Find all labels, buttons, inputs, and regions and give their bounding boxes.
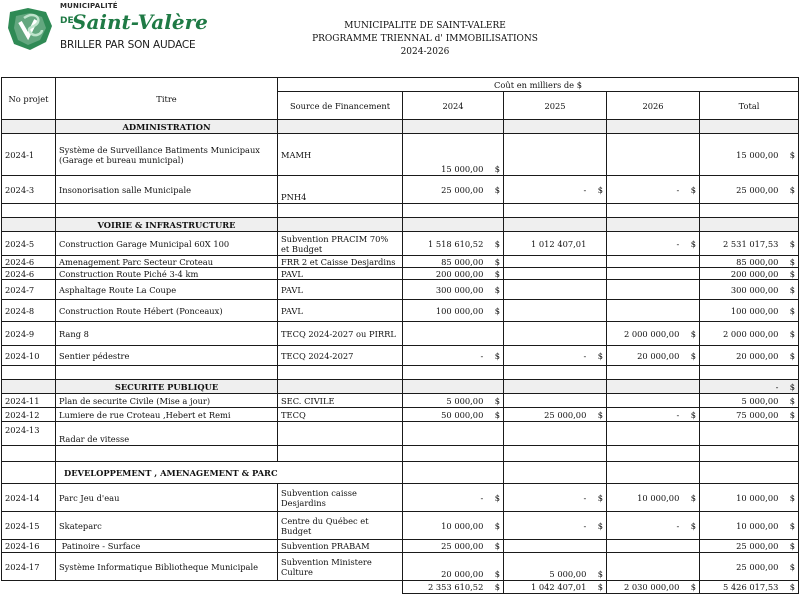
amount-2026: - $ — [607, 232, 700, 256]
col-header-2024: 2024 — [403, 92, 504, 120]
col-header-no: No projet — [2, 78, 56, 120]
project-title: Système de Surveillance Batiments Municipaux (Garage et bureau municipal) — [56, 134, 278, 176]
amount-total: - $ — [700, 380, 799, 394]
amount-total: 2 000 000,00 $ — [700, 322, 799, 346]
amount-2024: 1 518 610,52 $ — [403, 232, 504, 256]
section-voirie: VOIRIE & INFRASTRUCTURE — [56, 218, 278, 232]
project-title: Radar de vitesse — [56, 422, 278, 446]
funding-source: Subvention Ministere Culture — [278, 553, 403, 581]
col-header-2025: 2025 — [504, 92, 607, 120]
table-row — [2, 484, 799, 512]
project-title: Lumiere de rue Croteau ,Hebert et Remi — [56, 408, 278, 422]
funding-source: Subvention PRACIM 70% et Budget — [278, 232, 403, 256]
project-no: 2024-8 — [2, 300, 56, 322]
project-title: Sentier pédestre — [56, 346, 278, 366]
table-row — [2, 408, 799, 422]
project-title: Patinoire - Surface — [56, 540, 278, 553]
project-no: 2024-16 — [2, 540, 56, 553]
amount-2024: 5 000,00 $ — [403, 394, 504, 408]
section-developpement: DEVELOPPEMENT , AMENAGEMENT & PARC — [56, 462, 403, 484]
municipality-logo — [6, 2, 208, 62]
amount-2024: 10 000,00 $ — [403, 512, 504, 540]
amount-2026: 20 000,00 $ — [607, 346, 700, 366]
amount-2025: 1 012 407,01 — [504, 232, 607, 256]
spacer-row — [2, 366, 799, 380]
project-no: 2024-15 — [2, 512, 56, 540]
title-line-1: MUNICIPALITE DE SAINT-VALERE — [344, 21, 506, 31]
amount-total: 85 000,00 $ — [700, 256, 799, 268]
col-header-total: Total — [700, 92, 799, 120]
table-row — [2, 553, 799, 581]
amount-2024: 50 000,00 $ — [403, 408, 504, 422]
amount-total: 5 000,00 $ — [700, 394, 799, 408]
project-title: Rang 8 — [56, 322, 278, 346]
project-no: 2024-3 — [2, 176, 56, 204]
col-header-2026: 2026 — [607, 92, 700, 120]
project-no: 2024-17 — [2, 553, 56, 581]
section-securite: SECURITE PUBLIQUE — [56, 380, 278, 394]
table-row — [2, 256, 799, 268]
table-row — [2, 422, 799, 446]
cost-header: Coût en milliers de $ — [278, 78, 799, 92]
funding-source: Centre du Québec et Budget — [278, 512, 403, 540]
amount-total: 15 000,00 $ — [700, 134, 799, 176]
funding-source: PAVL — [278, 300, 403, 322]
amount-2024: 100 000,00 $ — [403, 300, 504, 322]
amount-2024: 85 000,00 $ — [403, 256, 504, 268]
amount-2024: 20 000,00 $ — [403, 553, 504, 581]
grand-total: 5 426 017,53 $ — [700, 581, 799, 594]
amount-total: 2 531 017,53 $ — [700, 232, 799, 256]
amount-2024: 200 000,00 $ — [403, 268, 504, 280]
funding-source: FRR 2 et Caisse Desjardins — [278, 256, 403, 268]
amount-2026: 10 000,00 $ — [607, 484, 700, 512]
amount-2025: - $ — [504, 484, 607, 512]
amount-2024: 25 000,00 $ — [403, 176, 504, 204]
table-row — [2, 232, 799, 256]
table-row — [2, 176, 799, 204]
section-row — [2, 462, 799, 484]
project-no: 2024-7 — [2, 280, 56, 300]
section-row — [2, 380, 799, 394]
amount-total: 200 000,00 $ — [700, 268, 799, 280]
amount-2025: 25 000,00 $ — [504, 408, 607, 422]
table-row — [2, 346, 799, 366]
funding-source: Subvention PRABAM — [278, 540, 403, 553]
amount-total: 10 000,00 $ — [700, 512, 799, 540]
spacer-row — [2, 204, 799, 218]
amount-2025: - $ — [504, 346, 607, 366]
amount-total: 100 000,00 $ — [700, 300, 799, 322]
funding-source: SEC. CIVILE — [278, 394, 403, 408]
project-no: 2024-13 — [2, 422, 56, 446]
amount-total: 300 000,00 $ — [700, 280, 799, 300]
funding-source: MAMH — [278, 134, 403, 176]
funding-source: PAVL — [278, 280, 403, 300]
project-no: 2024-11 — [2, 394, 56, 408]
project-title: Parc Jeu d'eau — [56, 484, 278, 512]
project-no: 2024-1 — [2, 134, 56, 176]
section-administration: ADMINISTRATION — [56, 120, 278, 134]
section-row — [2, 218, 799, 232]
project-no: 2024-14 — [2, 484, 56, 512]
table-row — [2, 394, 799, 408]
amount-2025: - $ — [504, 512, 607, 540]
project-no: 2024-9 — [2, 322, 56, 346]
table-header-row — [2, 78, 799, 92]
logo-top-text: MUNICIPALITÉ — [60, 2, 118, 10]
project-title: Insonorisation salle Municipale — [56, 176, 278, 204]
table-row — [2, 322, 799, 346]
project-title: Amenagement Parc Secteur Croteau — [56, 256, 278, 268]
amount-total: 75 000,00 $ — [700, 408, 799, 422]
project-no: 2024-5 — [2, 232, 56, 256]
document-title — [260, 20, 590, 59]
project-title: Plan de securite Civile (Mise a jour) — [56, 394, 278, 408]
project-title: Construction Route Piché 3-4 km — [56, 268, 278, 280]
col-header-source: Source de Financement — [278, 92, 403, 120]
totals-row — [2, 581, 799, 594]
municipality-logo-icon — [6, 6, 56, 52]
grand-total-2025: 1 042 407,01 $ — [504, 581, 607, 594]
title-line-2: PROGRAMME TRIENNAL d' IMMOBILISATIONS — [312, 34, 538, 44]
amount-total: 20 000,00 $ — [700, 346, 799, 366]
title-line-3: 2024-2026 — [400, 47, 450, 57]
amount-2026: 2 000 000,00 $ — [607, 322, 700, 346]
project-no: 2024-6 — [2, 268, 56, 280]
project-title: Système Informatique Bibliotheque Municipale — [56, 553, 278, 581]
section-row — [2, 120, 799, 134]
amount-2024: - $ — [403, 346, 504, 366]
amount-2025: 5 000,00 $ — [504, 553, 607, 581]
amount-2026: - $ — [607, 176, 700, 204]
funding-source: PNH4 — [278, 176, 403, 204]
amount-total: 25 000,00 $ — [700, 553, 799, 581]
funding-source: TECQ 2024-2027 ou PIRRL — [278, 322, 403, 346]
funding-source: Subvention caisse Desjardins — [278, 484, 403, 512]
amount-2026: - $ — [607, 512, 700, 540]
project-title: Construction Garage Municipal 60X 100 — [56, 232, 278, 256]
amount-2024: 25 000,00 $ — [403, 540, 504, 553]
logo-name-text: Saint-Valère — [72, 10, 208, 34]
logo-slogan: BRILLER PAR SON AUDACE — [60, 39, 196, 51]
table-row — [2, 280, 799, 300]
project-no: 2024-6 — [2, 256, 56, 268]
logo-de-text: DE — [60, 16, 74, 26]
table-row — [2, 300, 799, 322]
amount-2026: - $ — [607, 408, 700, 422]
project-no: 2024-10 — [2, 346, 56, 366]
table-row — [2, 540, 799, 553]
funding-source: PAVL — [278, 268, 403, 280]
amount-total: 25 000,00 $ — [700, 176, 799, 204]
project-title: Asphaltage Route La Coupe — [56, 280, 278, 300]
amount-2024: 15 000,00 $ — [403, 134, 504, 176]
project-no: 2024-12 — [2, 408, 56, 422]
table-row — [2, 268, 799, 280]
table-row — [2, 134, 799, 176]
capital-program-table — [1, 77, 799, 594]
amount-2024: 300 000,00 $ — [403, 280, 504, 300]
grand-total-2024: 2 353 610,52 $ — [403, 581, 504, 594]
amount-total: 25 000,00 $ — [700, 540, 799, 553]
project-title: Construction Route Hébert (Ponceaux) — [56, 300, 278, 322]
spacer-row — [2, 446, 799, 462]
amount-2024: - $ — [403, 484, 504, 512]
amount-2025: - $ — [504, 176, 607, 204]
funding-source: TECQ 2024-2027 — [278, 346, 403, 366]
table-row — [2, 512, 799, 540]
project-title: Skateparc — [56, 512, 278, 540]
grand-total-2026: 2 030 000,00 $ — [607, 581, 700, 594]
col-header-titre: Titre — [56, 78, 278, 120]
amount-total: 10 000,00 $ — [700, 484, 799, 512]
funding-source: TECQ — [278, 408, 403, 422]
